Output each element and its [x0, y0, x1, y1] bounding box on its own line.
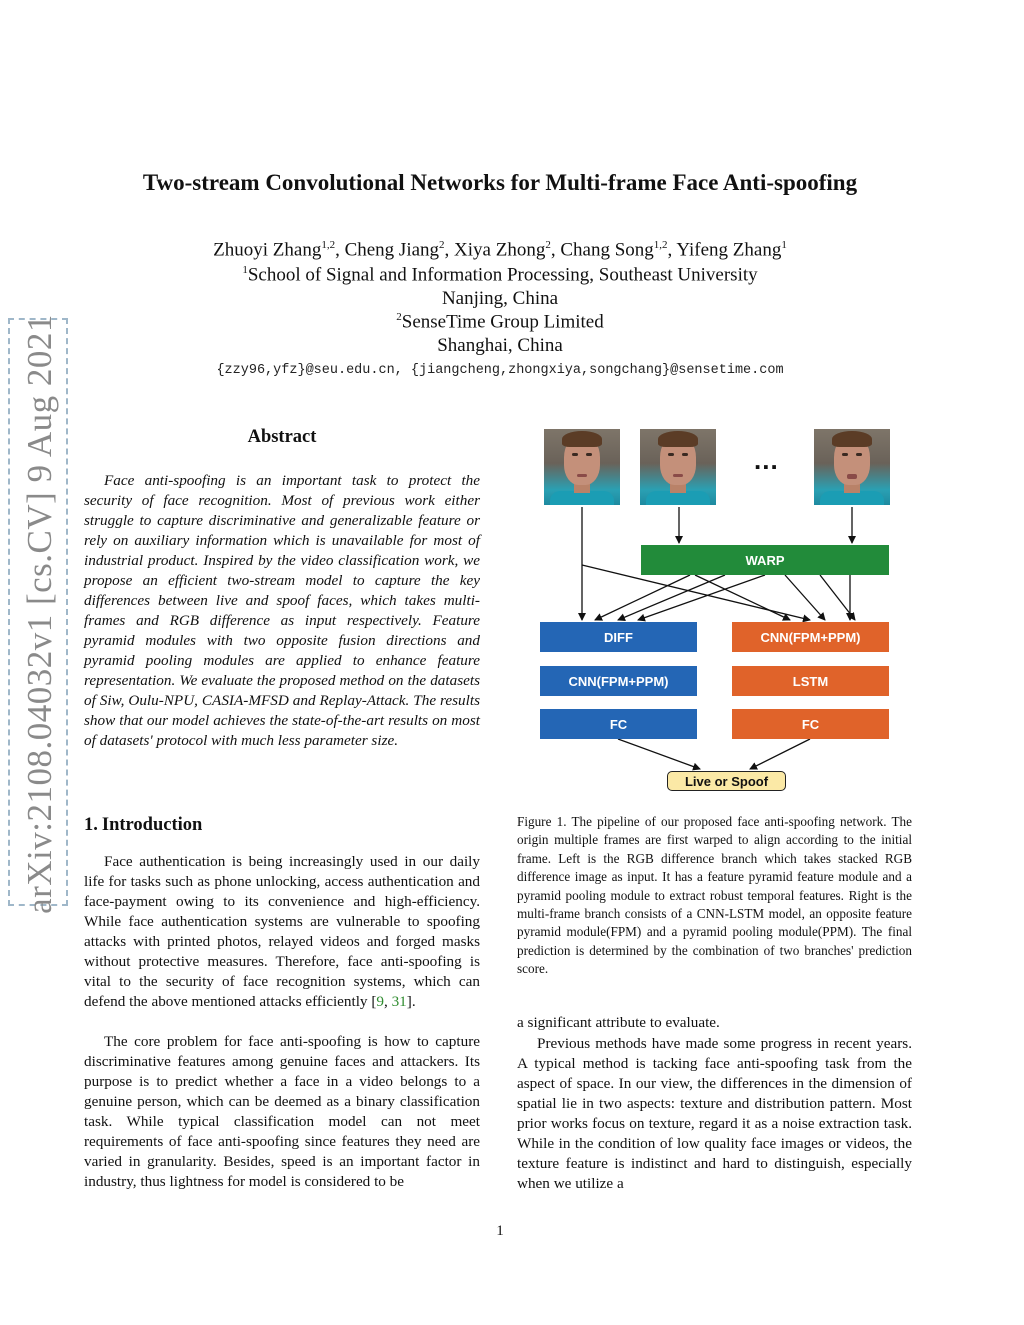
- arrow-warp-to-cnn-1: [695, 575, 790, 620]
- right-paragraph-2: Previous methods have made some progress in recent years. A typical method is tacking face anti-spoofing task from the aspect of space. In our view, the differences in the dimension of spatial lie in two aspects: texture and distribution pattern. Most prior works focus on texture, regard it as a noise extraction task. While in the condition of low quality face images or videos, the texture feature is indistinct and hard to distinguish, especially when we utilize a: [517, 1035, 912, 1192]
- face-frame-image: [544, 429, 620, 505]
- arrow-warp-to-cnn-2: [785, 575, 825, 620]
- author-separator: ,: [444, 239, 455, 261]
- arrow-warp-to-diff-1: [595, 575, 690, 620]
- introduction-paragraph-1: [84, 852, 480, 1012]
- affiliation-2-name: SenseTime Group Limited: [401, 311, 604, 333]
- author-affiliation-sup: 1,2: [653, 239, 668, 251]
- paper-title: Two-stream Convolutional Networks for Multi-frame Face Anti-spoofing: [142, 170, 858, 195]
- arrow-warp-to-diff-3: [638, 575, 765, 620]
- page-number: 1: [496, 1223, 504, 1239]
- affiliation-1-name: School of Signal and Information Processing, Southeast University: [247, 264, 758, 286]
- author-affiliation-sup: 2: [439, 239, 445, 251]
- more-frames-ellipsis: ...: [754, 445, 779, 475]
- citation-link[interactable]: 31: [391, 993, 407, 1010]
- author-separator: ,: [667, 239, 677, 261]
- affiliation-2: [0, 311, 1000, 333]
- introduction-paragraph-2: The core problem for face anti-spoofing is how to capture discriminative features among genuine faces and attackers. Its purpose is to predict whether a face in a video belongs to a genuine person, which can be deemed as a binary classification task. While typical classification model can not meet requirements of face anti-spoofing since features they need are varied in granularity. Besides, speed is an important factor in industry, thus lightness for model is considered to be: [84, 1033, 480, 1190]
- author-name: Xiya Zhong: [454, 239, 546, 261]
- paragraph-end: ].: [406, 993, 416, 1010]
- author-affiliation-sup: 1,2: [321, 239, 336, 251]
- author-name: Cheng Jiang: [344, 239, 440, 261]
- arrow-fc-left-to-output: [618, 739, 700, 769]
- citation-separator: ,: [383, 993, 392, 1010]
- arrow-fc-right-to-output: [750, 739, 810, 769]
- author-affiliation-sup: 2: [545, 239, 551, 251]
- figure-caption: Figure 1. The pipeline of our proposed face anti-spoofing network. The origin multiple frames are first warped to align according to the initial frame. Left is the RGB difference branch which takes stacked RGB difference image as input. It has a feature pyramid feature module and a pyramid pooling module to extract robust temporal features. Right is the multi-frame branch consists of a CNN-LSTM model, an opposite feature pyramid module(FPM) and a pyramid pooling module(PPM). The final prediction is determined by the combination of two branches' prediction score.: [517, 814, 912, 977]
- citation-link[interactable]: 9: [376, 993, 384, 1010]
- face-frame-image: [640, 429, 716, 505]
- figure-pipeline: [520, 425, 912, 805]
- diff-block: DIFF: [540, 622, 697, 652]
- right-paragraph-1: a significant attribute to evaluate.: [517, 1014, 720, 1031]
- lstm-block: LSTM: [732, 666, 889, 696]
- author-name: Zhuoyi Zhang: [213, 239, 322, 261]
- arxiv-stamp: [8, 314, 68, 914]
- author-emails: {zzy96,yfz}@seu.edu.cn, {jiangcheng,zhongxiya,songchang}@sensetime.com: [216, 363, 784, 378]
- section-title: Introduction: [101, 815, 203, 835]
- paragraph-text: Face authentication is being increasingly used in our daily life for tasks such as phone unlocking, access authentication and face-payment owing to its convenience and high-efficiency. While face authentication systems are vulnerable to spoofing attacks with printed photos, relayed videos and forged masks without protective measures. Therefore, face anti-spoofing is vital to the security of face recognition systems, which can defend the above mentioned attacks efficiently [: [84, 853, 480, 1010]
- arxiv-identifier: arXiv:2108.04032v1 [cs.CV] 9 Aug 2021: [20, 314, 59, 914]
- author-name: Chang Song: [560, 239, 654, 261]
- author-name: Yifeng Zhang: [676, 239, 782, 261]
- author-list: [0, 239, 1000, 261]
- fc-block-left: FC: [540, 709, 697, 739]
- cnn-block-rgb-diff: CNN(FPM+PPM): [540, 666, 697, 696]
- output-block: Live or Spoof: [667, 771, 786, 791]
- author-separator: ,: [550, 239, 561, 261]
- author-affiliation-sup: 1: [781, 239, 787, 251]
- affiliation-1-sup: 1: [242, 264, 248, 276]
- affiliation-1: [0, 264, 1000, 286]
- face-frame-image: [814, 429, 890, 505]
- author-separator: ,: [335, 239, 345, 261]
- affiliation-1-location: Nanjing, China: [441, 288, 559, 309]
- affiliation-2-sup: 2: [396, 311, 402, 323]
- warp-block: WARP: [641, 545, 889, 575]
- affiliation-2-location: Shanghai, China: [437, 335, 563, 356]
- cnn-block-multiframe: CNN(FPM+PPM): [732, 622, 889, 652]
- section-number: 1.: [84, 815, 98, 835]
- abstract-body: Face anti-spoofing is an important task to protect the security of face recognition. Most of previous work either struggle to capture discriminative and generalizable feature or rely on auxiliary information which is unavailable for most of industrial product. Inspired by the video classification work, we propose an efficient two-stream model to capture the key differences between live and spoof faces, which takes multi-frames and RGB difference as input respectively. Feature pyramid modules with two opposite fusion directions and pyramid pooling modules are applied to enhance feature representation. We evaluate the proposed method on the datasets of Siw, Oulu-NPU, CASIA-MFSD and Replay-Attack. The results show that our model achieves the state-of-the-art results on most of datasets' protocol with much less parameter size.: [84, 472, 480, 749]
- abstract-heading: Abstract: [247, 427, 317, 447]
- fc-block-right: FC: [732, 709, 889, 739]
- introduction-heading: [84, 815, 202, 836]
